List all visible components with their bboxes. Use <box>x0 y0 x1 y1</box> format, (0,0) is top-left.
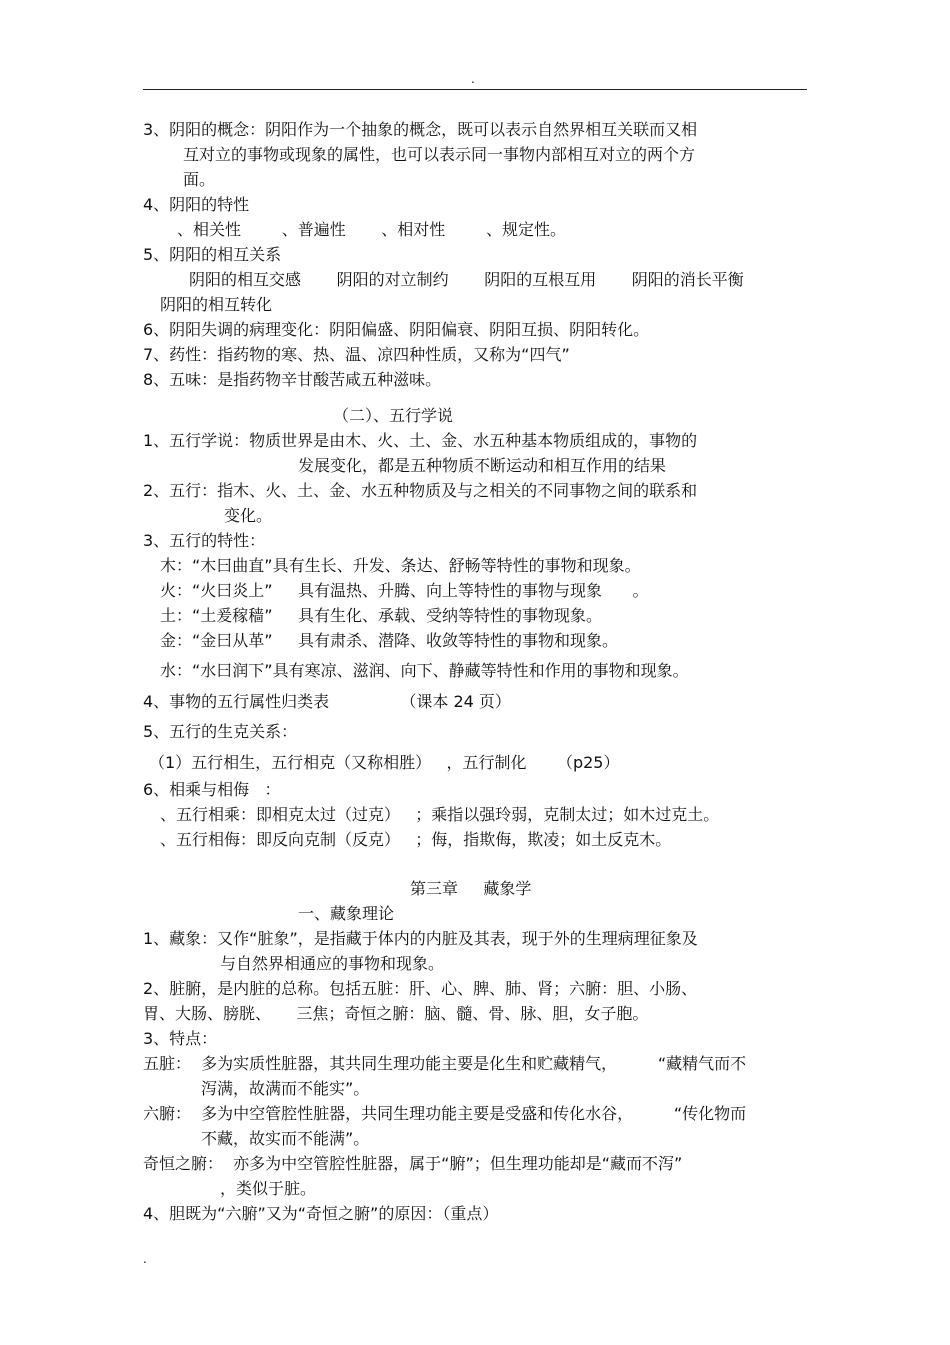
text-line: 土：“土爰稼穑” 具有生化、承载、受纳等特性的事物现象。 <box>160 606 603 625</box>
text-line: 火：“火曰炎上” 具有温热、升腾、向上等特性的事物与现象 。 <box>160 581 649 600</box>
chapter-heading: 第三章 藏象学 <box>410 879 532 898</box>
text-line: 3、阴阳的概念：阴阳作为一个抽象的概念，既可以表示自然界相互关联而又相 <box>143 120 698 139</box>
text-line: 3、五行的特性： <box>143 531 266 550</box>
text-line: 六腑： 多为中空管腔性脏器，共同生理功能主要是受盛和传化水谷， “传化物而 <box>143 1104 747 1123</box>
text-line: 互对立的事物或现象的属性，也可以表示同一事物内部相互对立的两个方 <box>183 145 696 164</box>
text-line: 面。 <box>183 170 216 189</box>
section-heading: 一、藏象理论 <box>298 904 395 923</box>
text-line: 不藏，故实而不能满”。 <box>201 1129 370 1148</box>
text-line: 1、五行学说：物质世界是由木、火、土、金、水五种基本物质组成的，事物的 <box>143 431 698 450</box>
text-line: 、五行相乘：即相克太过（过克） ；乘指以强玲弱，克制太过；如木过克土。 <box>160 805 720 824</box>
text-line: 7、药性：指药物的寒、热、温、凉四种性质，又称为“四气” <box>143 345 570 364</box>
footer-dot: . <box>143 1252 147 1266</box>
text-line: 五脏： 多为实质性脏器，其共同生理功能主要是化生和贮藏精气， “藏精气而不 <box>143 1054 747 1073</box>
text-line: 6、相乘与相侮 ： <box>143 780 281 799</box>
text-line: （1）五行相生，五行相克（又称相胜） ，五行制化 （p25） <box>149 753 620 772</box>
text-line: 2、五行：指木、火、土、金、水五种物质及与之相关的不同事物之间的联系和 <box>143 481 698 500</box>
text-line: 4、事物的五行属性归类表 （课本 24 页） <box>143 692 511 711</box>
text-line: 3、特点： <box>143 1029 218 1048</box>
header-dot: . <box>471 72 475 86</box>
text-line: 、五行相侮：即反向克制（反克） ；侮，指欺侮，欺凌；如土反克木。 <box>160 830 672 849</box>
text-line: 1、藏象：又作“脏象”，是指藏于体内的内脏及其表，现于外的生理病理征象及 <box>143 929 698 948</box>
section-heading: （二）、五行学说 <box>333 406 454 425</box>
text-line: 变化。 <box>224 506 273 525</box>
text-line: 胃、大肠、膀胱、 三焦；奇恒之腑：脑、髓、骨、脉、胆，女子胞。 <box>143 1004 649 1023</box>
text-line: ，类似于脏。 <box>220 1179 317 1198</box>
text-line: 2、脏腑，是内脏的总称。包括五脏：肝、心、脾、肺、肾；六腑：胆、小肠、 <box>143 979 698 998</box>
text-line: 6、阴阳失调的病理变化：阴阳偏盛、阴阳偏衰、阴阳互损、阴阳转化。 <box>143 320 650 339</box>
text-line: 水：“水曰润下”具有寒凉、滋润、向下、静藏等特性和作用的事物和现象。 <box>160 661 689 680</box>
text-line: 阴阳的相互转化 <box>160 295 273 314</box>
text-line: 奇恒之腑： 亦多为中空管腔性脏器，属于“腑”；但生理功能却是“藏而不泻” <box>143 1154 683 1173</box>
text-line: 5、五行的生克关系： <box>143 722 298 741</box>
text-line: 4、阴阳的特性 <box>143 195 250 214</box>
text-line: 金：“金曰从革” 具有肃杀、潜降、收敛等特性的事物和现象。 <box>160 631 619 650</box>
text-line: 阴阳的相互交感 阴阳的对立制约 阴阳的互根互用 阴阳的消长平衡 <box>189 270 744 289</box>
text-line: 、相关性 、普遍性 、相对性 、规定性。 <box>177 220 566 239</box>
text-line: 泻满，故满而不能实”。 <box>201 1079 370 1098</box>
text-line: 5、阴阳的相互关系 <box>143 245 282 264</box>
text-line: 4、胆既为“六腑”又为“奇恒之腑”的原因：（重点） <box>143 1204 499 1223</box>
text-line: 木：“木曰曲直”具有生长、升发、条达、舒畅等特性的事物和现象。 <box>160 556 641 575</box>
text-line: 发展变化，都是五种物质不断运动和相互作用的结果 <box>298 456 667 475</box>
header-rule <box>143 89 807 90</box>
text-line: 8、五味：是指药物辛甘酸苦咸五种滋味。 <box>143 370 442 389</box>
text-line: 与自然界相通应的事物和现象。 <box>220 954 445 973</box>
